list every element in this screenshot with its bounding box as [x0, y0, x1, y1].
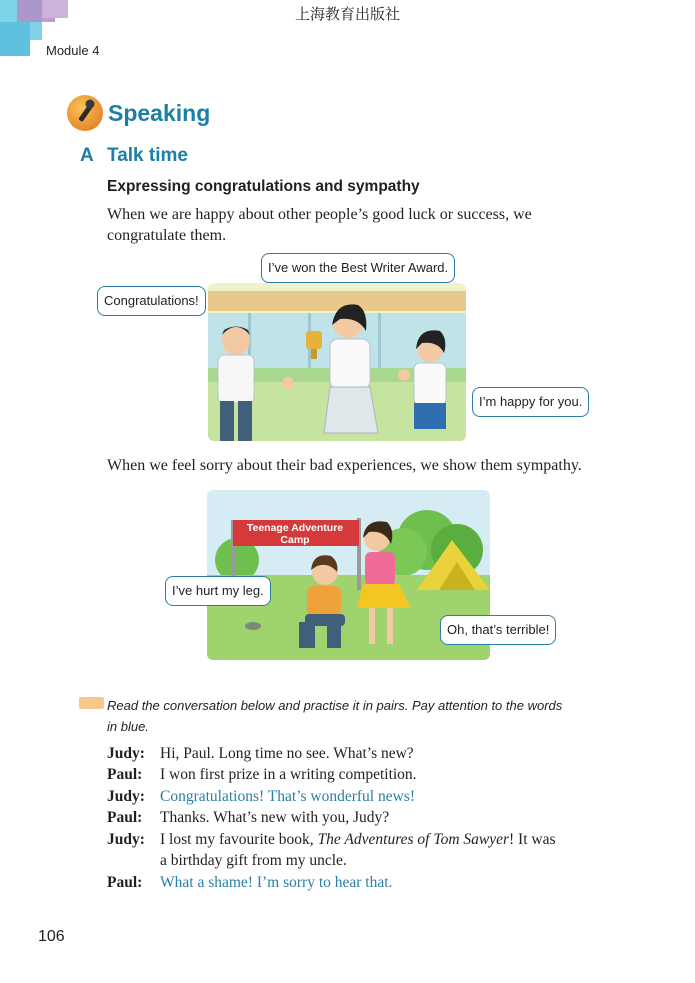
speaker-name: Judy:	[107, 788, 145, 805]
speaker-name: Paul:	[107, 809, 143, 826]
dialogue-text-highlight: Congratulations! That’s wonderful news!	[160, 788, 415, 805]
page-number: 106	[38, 928, 65, 945]
corner-decoration	[0, 22, 30, 56]
dialogue-text: a birthday gift from my uncle.	[160, 852, 347, 869]
speech-bubble: I’ve hurt my leg.	[165, 576, 271, 606]
dialogue-text: Hi, Paul. Long time no see. What’s new?	[160, 745, 414, 762]
dialogue-text: I lost my favourite book, The Adventures of Tom Sawyer! It was	[160, 831, 556, 848]
speaker-name: Paul:	[107, 766, 143, 783]
microphone-icon	[67, 95, 103, 131]
dialogue-text: Thanks. What’s new with you, Judy?	[160, 809, 390, 826]
sympathy-text: When we feel sorry about their bad experiences, we show them sympathy.	[107, 457, 582, 474]
instruction-line: in blue.	[107, 719, 149, 734]
speaker-name: Paul:	[107, 874, 143, 891]
speech-bubble: I’m happy for you.	[472, 387, 589, 417]
book-title: The Adventures of Tom Sawyer	[317, 831, 510, 848]
subheading: Expressing congratulations and sympathy	[107, 178, 420, 195]
award-illustration	[208, 283, 466, 441]
intro-line: congratulate them.	[107, 227, 227, 244]
instruction-line: Read the conversation below and practise it in pairs. Pay attention to the words	[107, 698, 563, 713]
module-label: Module 4	[46, 43, 100, 58]
dialogue-text-highlight: What a shame! I’m sorry to hear that.	[160, 874, 393, 891]
part-title: Talk time	[107, 145, 188, 166]
intro-line: When we are happy about other people’s good luck or success, we	[107, 206, 532, 223]
speech-bubble: Congratulations!	[97, 286, 206, 316]
speech-bubble: I’ve won the Best Writer Award.	[261, 253, 455, 283]
camp-banner: Teenage Adventure Camp	[246, 522, 344, 546]
instruction	[107, 695, 617, 737]
speech-bubble: Oh, that’s terrible!	[440, 615, 556, 645]
publisher-name: 上海教育出版社	[294, 7, 400, 23]
section-heading: Speaking	[108, 100, 211, 126]
instruction-marker	[79, 697, 104, 709]
part-letter: A	[80, 145, 94, 166]
dialogue-text: I won first prize in a writing competition.	[160, 766, 417, 783]
speaker-name: Judy:	[107, 745, 145, 762]
speaker-name: Judy:	[107, 831, 145, 848]
